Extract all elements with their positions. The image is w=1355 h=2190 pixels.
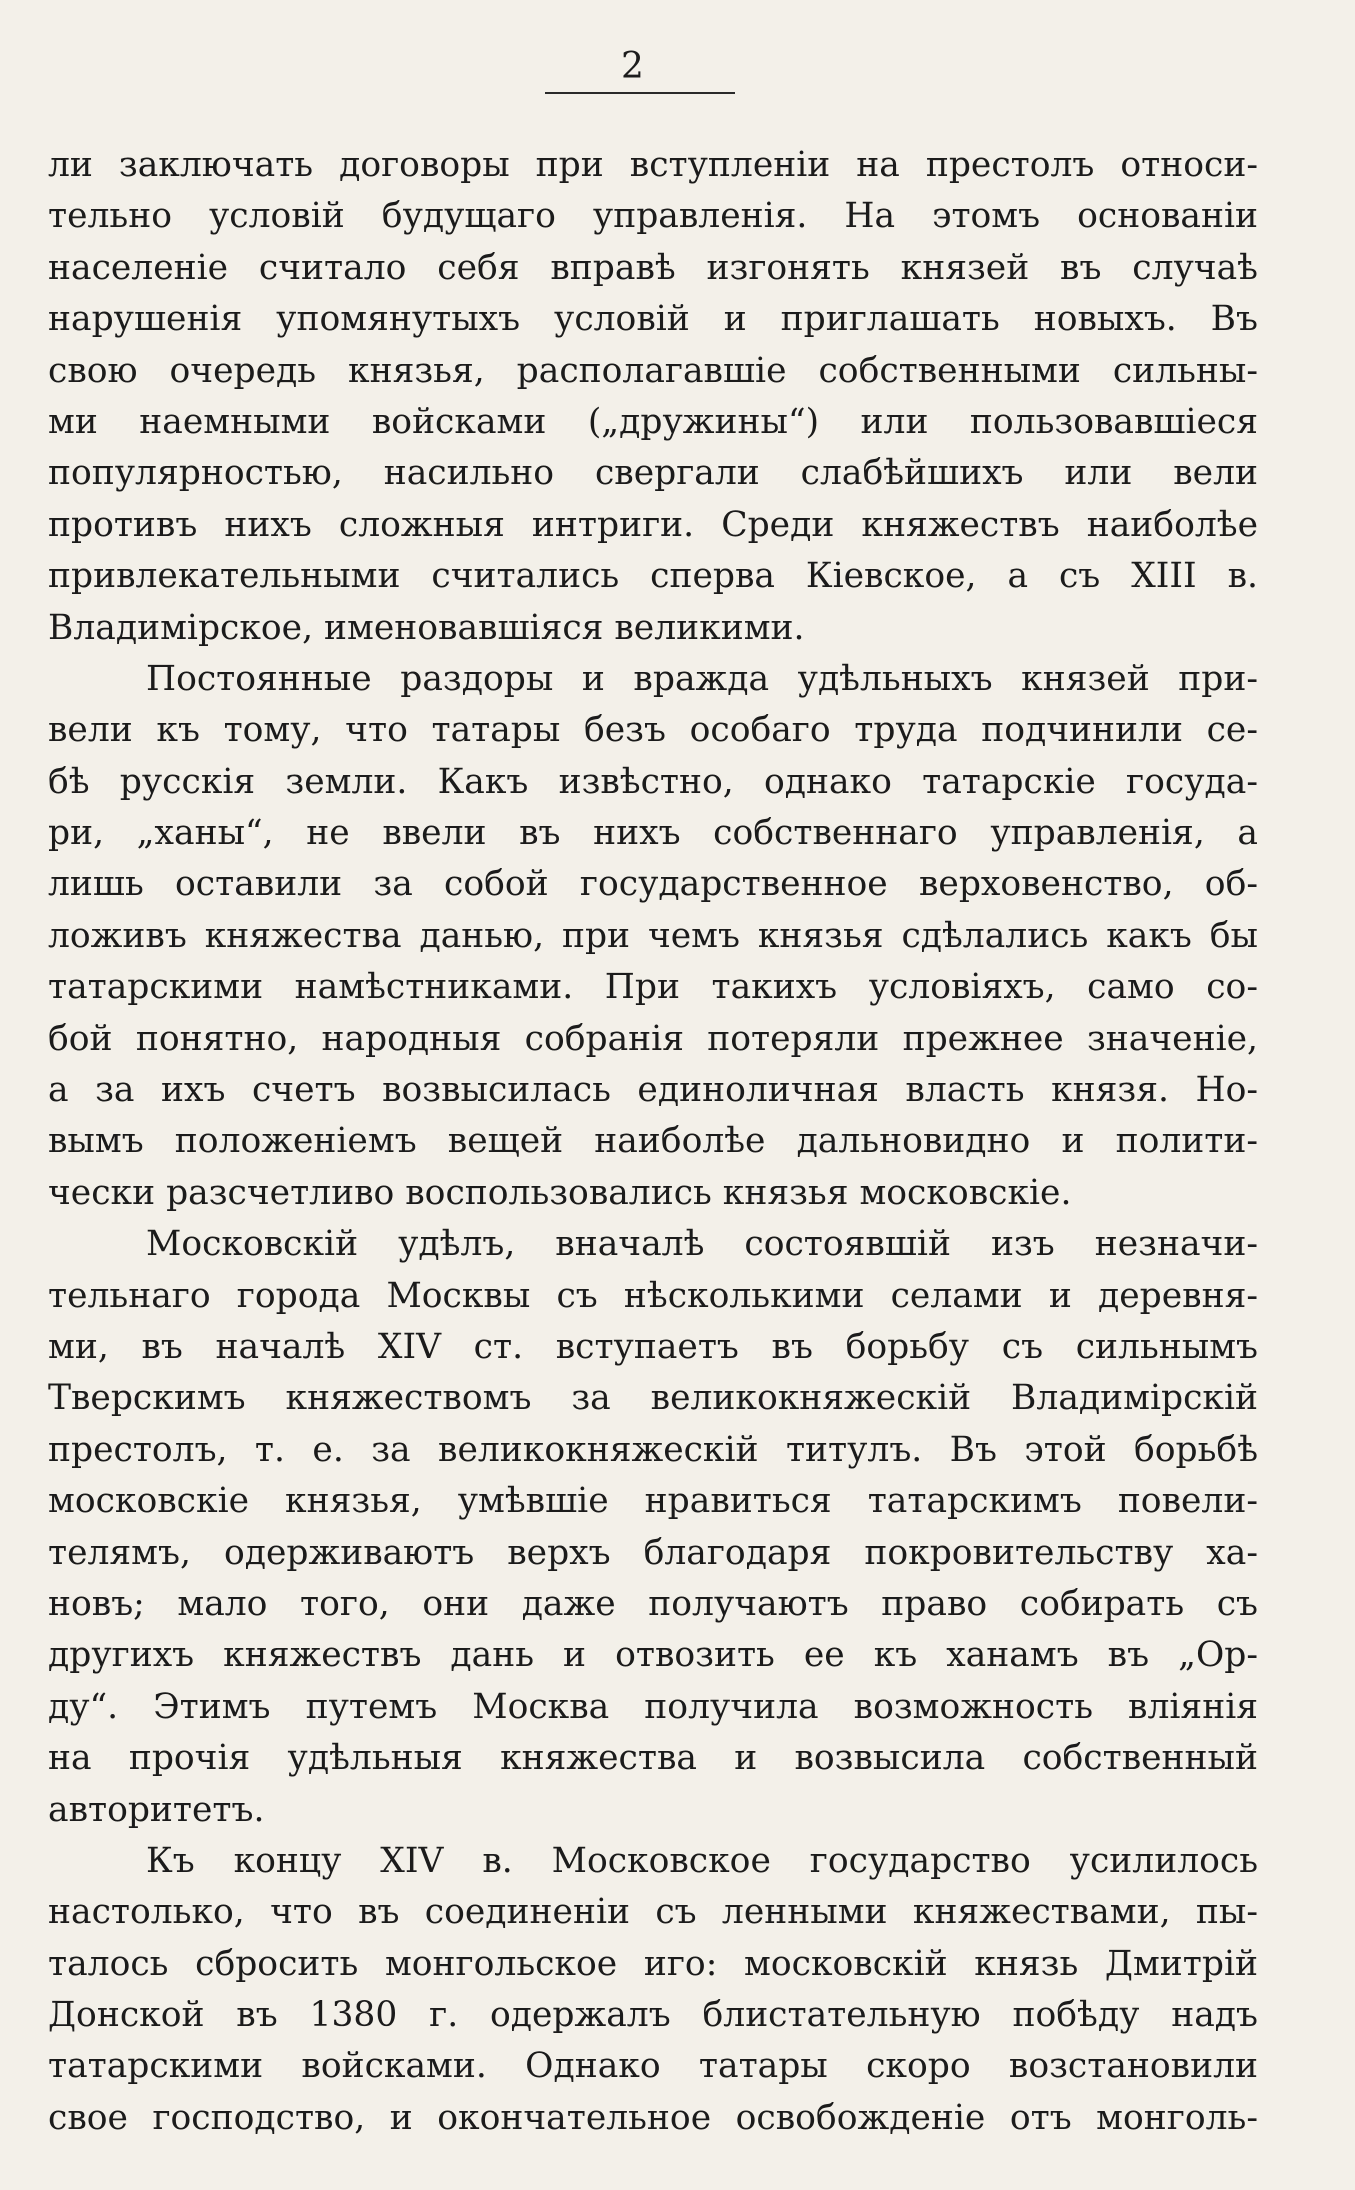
text-line: населеніе считало себя вправѣ изгонять князей въ случаѣ: [48, 247, 1258, 288]
text-line: ду“. Этимъ путемъ Москва получила возможность вліянія: [48, 1686, 1258, 1727]
text-line: татарскими намѣстниками. При такихъ условіяхъ, само со-: [48, 967, 1258, 1008]
text-line: чески разсчетливо воспользовались князья московскіе.: [48, 1172, 1072, 1213]
paragraph: [48, 1219, 1258, 1836]
text-line: престолъ, т. е. за великокняжескій титулъ. Въ этой борьбѣ: [48, 1429, 1258, 1470]
body-text: [48, 140, 1258, 2144]
text-line: бой понятно, народныя собранія потеряли прежнее значеніе,: [48, 1018, 1258, 1059]
text-line: вымъ положеніемъ вещей наиболѣе дальновидно и полити-: [48, 1121, 1258, 1162]
text-line: другихъ княжествъ дань и отвозить ее къ ханамъ въ „Ор-: [48, 1635, 1258, 1676]
text-line: лишь оставили за собой государственное верховенство, об-: [48, 864, 1258, 905]
text-line: привлекательными считались сперва Кіевское, а съ XIII в.: [48, 556, 1258, 597]
text-line: тельно условій будущаго управленія. На этомъ основаніи: [48, 196, 1258, 237]
header-rule: [545, 92, 735, 94]
text-line: тельнаго города Москвы съ нѣсколькими селами и деревня-: [48, 1275, 1258, 1316]
text-line: ми, въ началѣ XIV ст. вступаетъ въ борьбу съ сильнымъ: [48, 1326, 1258, 1367]
text-line: настолько, что въ соединеніи съ ленными княжествами, пы-: [48, 1892, 1258, 1933]
text-line: свою очередь князья, располагавшіе собственными сильны-: [48, 350, 1258, 391]
text-line: популярностью, насильно свергали слабѣйшихъ или вели: [48, 453, 1258, 494]
text-line: телямъ, одерживаютъ верхъ благодаря покровительству ха-: [48, 1532, 1258, 1573]
text-line: новъ; мало того, они даже получаютъ право собирать съ: [48, 1583, 1258, 1624]
paragraph: [48, 654, 1258, 1219]
text-line: Московскій удѣлъ, вначалѣ состоявшій изъ незначи-: [146, 1224, 1258, 1265]
text-line: авторитетъ.: [48, 1789, 265, 1830]
text-line: Донской въ 1380 г. одержалъ блистательную побѣду надъ: [48, 1995, 1258, 2036]
text-line: нарушенія упомянутыхъ условій и приглашать новыхъ. Въ: [48, 299, 1258, 340]
page-number: 2: [621, 46, 644, 87]
paragraph: [48, 1836, 1258, 2144]
text-line: московскіе князья, умѣвшіе нравиться татарскимъ повели-: [48, 1481, 1258, 1522]
text-line: а за ихъ счетъ возвысилась единоличная власть князя. Но-: [48, 1070, 1258, 1111]
text-line: Тверскимъ княжествомъ за великокняжескій Владимірскій: [48, 1378, 1258, 1419]
text-line: на прочія удѣльныя княжества и возвысила собственный: [48, 1738, 1258, 1779]
text-line: талось сбросить монгольское иго: московскій князь Дмитрій: [48, 1943, 1258, 1984]
text-line: ложивъ княжества данью, при чемъ князья сдѣлались какъ бы: [48, 915, 1258, 956]
text-line: ли заключать договоры при вступленіи на престолъ относи-: [48, 145, 1258, 185]
text-line: противъ нихъ сложныя интриги. Среди княжествъ наиболѣе: [48, 504, 1258, 545]
text-line: свое господство, и окончательное освобожденіе отъ монголь-: [48, 2097, 1258, 2138]
paragraph: [48, 140, 1258, 654]
text-line: бѣ русскія земли. Какъ извѣстно, однако татарскіе госуда-: [48, 761, 1258, 802]
text-line: вели къ тому, что татары безъ особаго труда подчинили се-: [48, 710, 1258, 751]
text-line: Владимірское, именовавшіяся великими.: [48, 607, 805, 648]
text-line: татарскими войсками. Однако татары скоро возстановили: [48, 2046, 1258, 2087]
text-line: Къ концу XIV в. Московское государство усилилось: [146, 1840, 1258, 1881]
text-line: ми наемными войсками („дружины“) или пользовавшіеся: [48, 401, 1258, 442]
text-line: Постоянные раздоры и вражда удѣльныхъ князей при-: [146, 658, 1258, 699]
text-line: ри, „ханы“, не ввели въ нихъ собственнаго управленія, а: [48, 813, 1258, 854]
